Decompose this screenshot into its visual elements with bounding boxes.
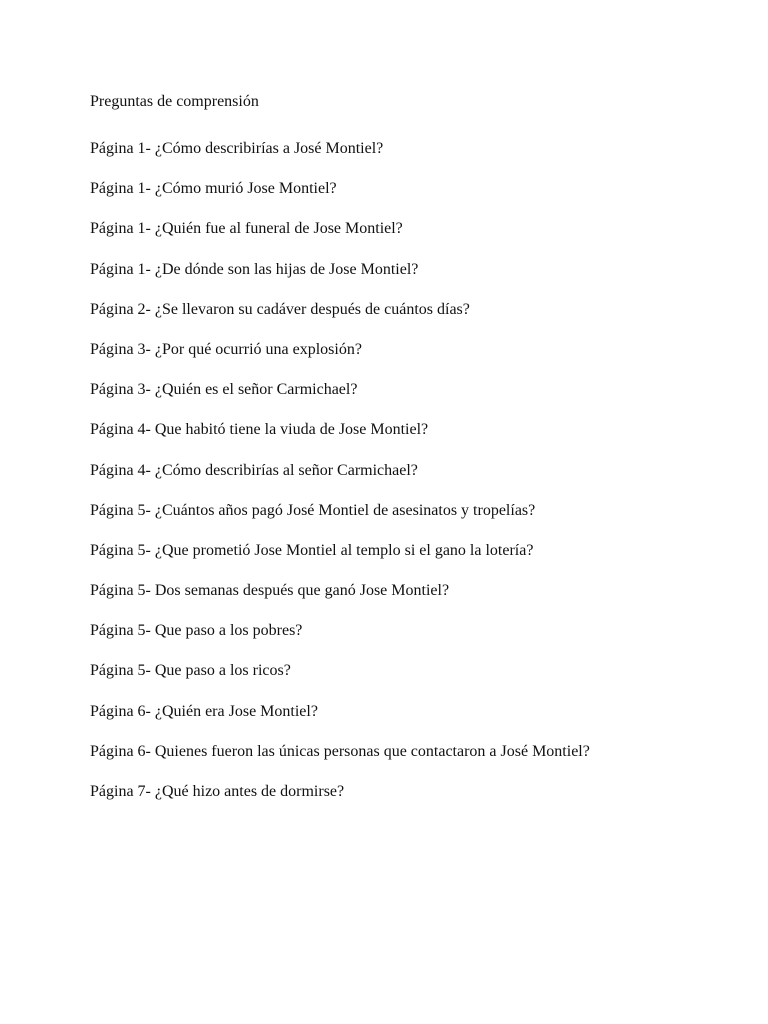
question-item: Página 5- Que paso a los pobres? [90,622,303,640]
question-item: Página 7- ¿Qué hizo antes de dormirse? [90,783,345,800]
question-item: Página 4- ¿Cómo describirías al señor Carmichael? [90,461,418,479]
question-item: Página 3- ¿Quién es el señor Carmichael? [90,381,358,399]
question-item: Página 1- ¿Quién fue al funeral de Jose Montiel? [90,220,403,238]
question-item: Página 1- ¿Cómo describirías a José Montiel? [90,140,384,157]
document-title: Preguntas de comprensión [90,93,259,110]
question-item: Página 4- Que habitó tiene la viuda de Jose Montiel? [90,421,429,439]
question-list [90,139,590,822]
question-item: Página 5- ¿Que prometió Jose Montiel al templo si el gano la lotería? [90,541,534,559]
question-item: Página 1- ¿De dónde son las hijas de Jose Montiel? [90,260,419,278]
question-item: Página 6- Quienes fueron las únicas personas que contactaron a José Montiel? [90,742,590,760]
question-item: Página 5- ¿Cuántos años pagó José Montiel de asesinatos y tropelías? [90,501,536,519]
question-item: Página 3- ¿Por qué ocurrió una explosión? [90,340,362,358]
question-item: Página 2- ¿Se llevaron su cadáver después de cuántos días? [90,300,470,318]
question-item: Página 1- ¿Cómo murió Jose Montiel? [90,180,337,198]
question-item: Página 6- ¿Quién era Jose Montiel? [90,702,318,720]
question-item: Página 5- Que paso a los ricos? [90,662,291,680]
question-item: Página 5- Dos semanas después que ganó Jose Montiel? [90,582,450,600]
